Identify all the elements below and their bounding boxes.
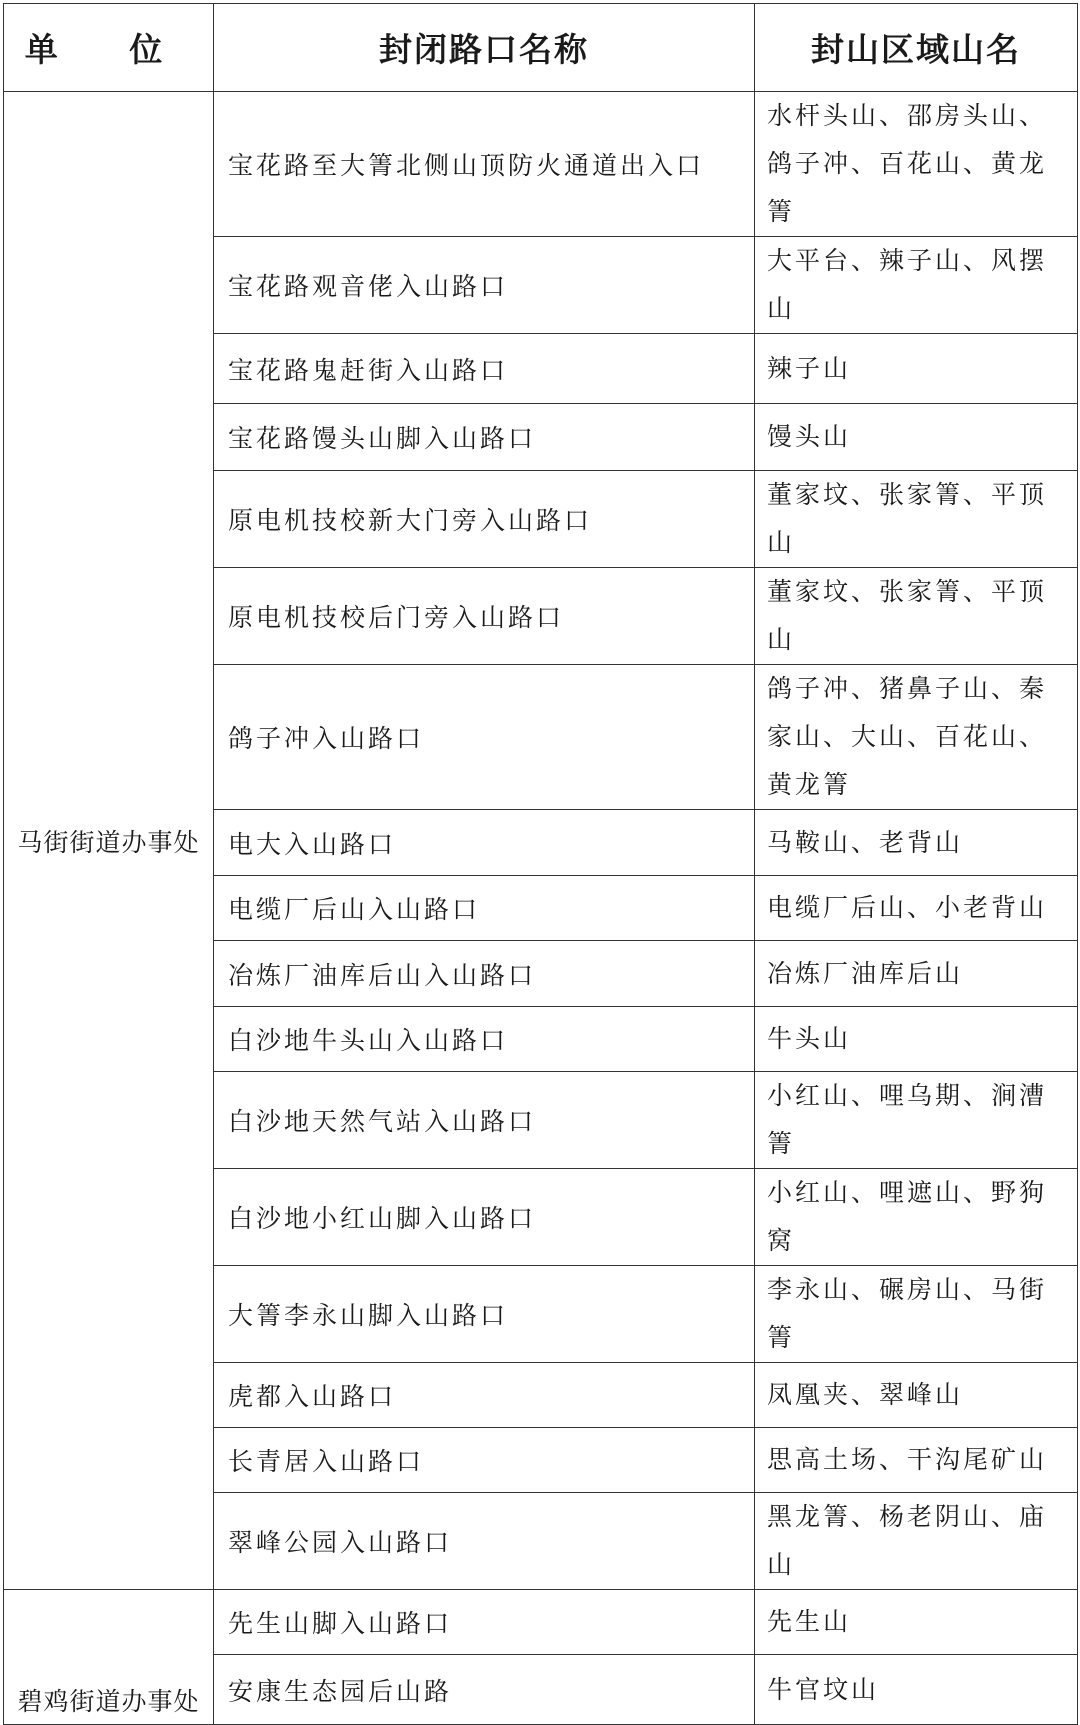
unit-cell: 马街街道办事处 — [4, 92, 214, 1590]
mountain-cell: 黑龙箐、杨老阴山、庙山 — [755, 1493, 1078, 1590]
mountain-cell: 先生山 — [755, 1590, 1078, 1655]
mountain-cell: 马鞍山、老背山 — [755, 810, 1078, 876]
mountain-cell: 水杆头山、邵房头山、鸽子冲、百花山、黄龙箐 — [755, 92, 1078, 237]
mountain-cell: 思高土场、干沟尾矿山 — [755, 1428, 1078, 1493]
mountain-cell: 董家坟、张家箐、平顶山 — [755, 568, 1078, 665]
road-cell: 先生山脚入山路口 — [214, 1590, 755, 1655]
road-cell: 原电机技校后门旁入山路口 — [214, 568, 755, 665]
mountain-cell: 馒头山 — [755, 404, 1078, 471]
road-cell: 白沙地小红山脚入山路口 — [214, 1169, 755, 1266]
header-unit: 单 位 — [4, 4, 214, 92]
mountain-cell: 冶炼厂油库后山 — [755, 941, 1078, 1007]
mountain-cell: 大平台、辣子山、风摆山 — [755, 237, 1078, 334]
table-row — [4, 1590, 1078, 1655]
header-row — [4, 4, 1078, 92]
header-mountain-name: 封山区域山名 — [755, 4, 1078, 92]
mountain-cell: 小红山、哩遮山、野狗窝 — [755, 1169, 1078, 1266]
road-cell: 宝花路观音佬入山路口 — [214, 237, 755, 334]
road-cell: 大箐李永山脚入山路口 — [214, 1266, 755, 1363]
unit-cell: 碧鸡街道办事处 — [4, 1590, 214, 1725]
road-cell: 长青居入山路口 — [214, 1428, 755, 1493]
table-row — [4, 92, 1078, 237]
road-cell: 白沙地牛头山入山路口 — [214, 1007, 755, 1072]
road-cell: 鸽子冲入山路口 — [214, 665, 755, 810]
road-cell: 原电机技校新大门旁入山路口 — [214, 471, 755, 568]
mountain-cell: 凤凰夹、翠峰山 — [755, 1363, 1078, 1428]
road-cell: 电缆厂后山入山路口 — [214, 876, 755, 941]
road-cell: 冶炼厂油库后山入山路口 — [214, 941, 755, 1007]
road-cell: 电大入山路口 — [214, 810, 755, 876]
road-cell: 虎都入山路口 — [214, 1363, 755, 1428]
mountain-cell: 李永山、碾房山、马街箐 — [755, 1266, 1078, 1363]
header-road-name: 封闭路口名称 — [214, 4, 755, 92]
road-cell: 安康生态园后山路 — [214, 1655, 755, 1725]
road-closure-table — [3, 3, 1078, 1725]
mountain-cell: 辣子山 — [755, 334, 1078, 404]
road-cell: 宝花路至大箐北侧山顶防火通道出入口 — [214, 92, 755, 237]
mountain-cell: 电缆厂后山、小老背山 — [755, 876, 1078, 941]
road-cell: 翠峰公园入山路口 — [214, 1493, 755, 1590]
road-cell: 宝花路鬼赶街入山路口 — [214, 334, 755, 404]
mountain-cell: 小红山、哩乌期、涧漕箐 — [755, 1072, 1078, 1169]
mountain-cell: 董家坟、张家箐、平顶山 — [755, 471, 1078, 568]
mountain-cell: 牛官坟山 — [755, 1655, 1078, 1725]
mountain-cell: 鸽子冲、猪鼻子山、秦家山、大山、百花山、黄龙箐 — [755, 665, 1078, 810]
road-cell: 白沙地天然气站入山路口 — [214, 1072, 755, 1169]
mountain-cell: 牛头山 — [755, 1007, 1078, 1072]
road-cell: 宝花路馒头山脚入山路口 — [214, 404, 755, 471]
